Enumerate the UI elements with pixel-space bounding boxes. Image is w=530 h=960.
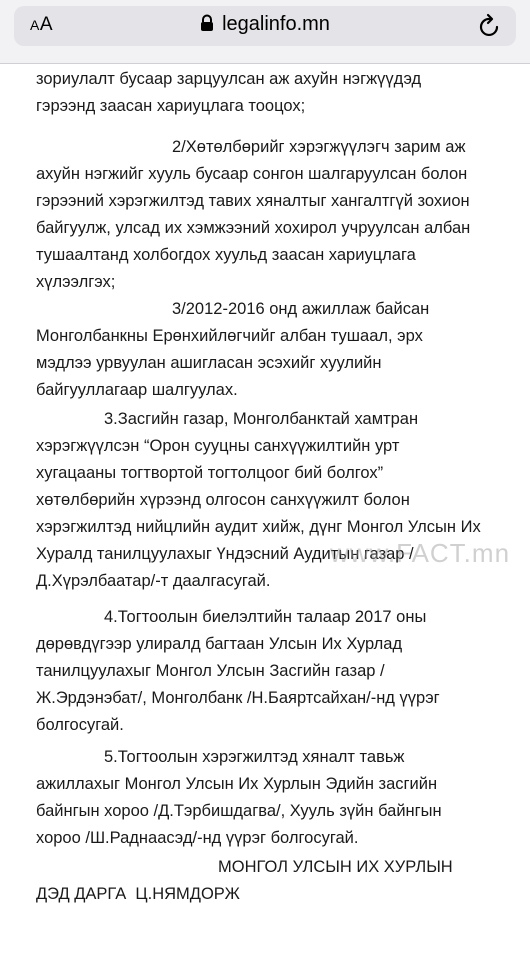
address-bar[interactable] [14, 6, 516, 46]
lock-icon [200, 14, 214, 32]
url-display[interactable] [14, 13, 516, 36]
paragraph-section-4: 4.Тогтоолын биелэлтийн талаар 2017 оны дөрөвдүгээр улиралд багтаан Улсын Их Хурлад танилцуулахыг Монгол Улсын Засгийн газар / Ж.Эрдэнэбат/, Монголбанк /Н.Баяртсайхан/-нд үүрэг болгосугай. [36, 608, 440, 734]
watermark: www.FACT.mn [330, 538, 511, 568]
reload-icon[interactable] [478, 13, 502, 39]
paragraph-continuation: зориулалт бусаар зарцуулсан аж ахуйн нэгжүүдэд гэрээнд заасан хариуцлага тооцох; [36, 70, 422, 115]
paragraph-section-5: 5.Тогтоолын хэрэгжилтэд хяналт тавьж ажиллахыг Монгол Улсын Их Хурлын Эдийн засгийн байнгын хороо /Д.Тэрбишдагва/, Хууль зүйн байнгын хороо /Ш.Раднаасэд/-нд үүрэг болгосугай. [36, 748, 442, 847]
browser-toolbar [0, 0, 530, 64]
paragraph-section-3: 3.Засгийн газар, Монголбанктай хамтран хэрэгжүүлсэн “Орон сууцны санхүүжилтийн урт хугацааны тогтвортой тогтолцоог бий болгох” хөтөлбөрийн хүрээнд олгосон санхүүжилт болон хэрэгжилтэд нийцлийн аудит хийж, дүнг Монгол Улсын Их Хуралд танилцуулахыг Үндэсний Аудитын газар / Д.Хүрэлбаатар/-т даалгасугай. [36, 410, 481, 590]
url-text: legalinfo.mn [222, 13, 330, 35]
paragraph-item-3: 3/2012-2016 онд ажиллаж байсан Монголбанкны Ерөнхийлөгчийг албан тушаал, эрх мэдлээ урвуулан ашигласан эсэхийг хуулийн байгууллагаар шалгуулах. [36, 300, 430, 399]
signature-name: ДЭД ДАРГА Ц.НЯМДОРЖ [36, 885, 240, 903]
signature-title: МОНГОЛ УЛСЫН ИХ ХУРЛЫН [218, 858, 453, 876]
text-size-button[interactable]: AA [30, 14, 54, 35]
document-body [0, 64, 530, 960]
signature-block [36, 854, 516, 908]
paragraph-item-2: 2/Хөтөлбөрийг хэрэгжүүлэгч зарим аж ахуйн нэгжийг хууль бусаар сонгон шалгаруулсан болон гэрээний хэрэгжилтэд тавих хяналтыг хангалтгүй зохион байгуулж, улсад их хэмжээний хохирол учруулсан албан тушаалтанд холбогдох хуульд заасан хариуцлага хүлээлгэх; [36, 138, 471, 291]
